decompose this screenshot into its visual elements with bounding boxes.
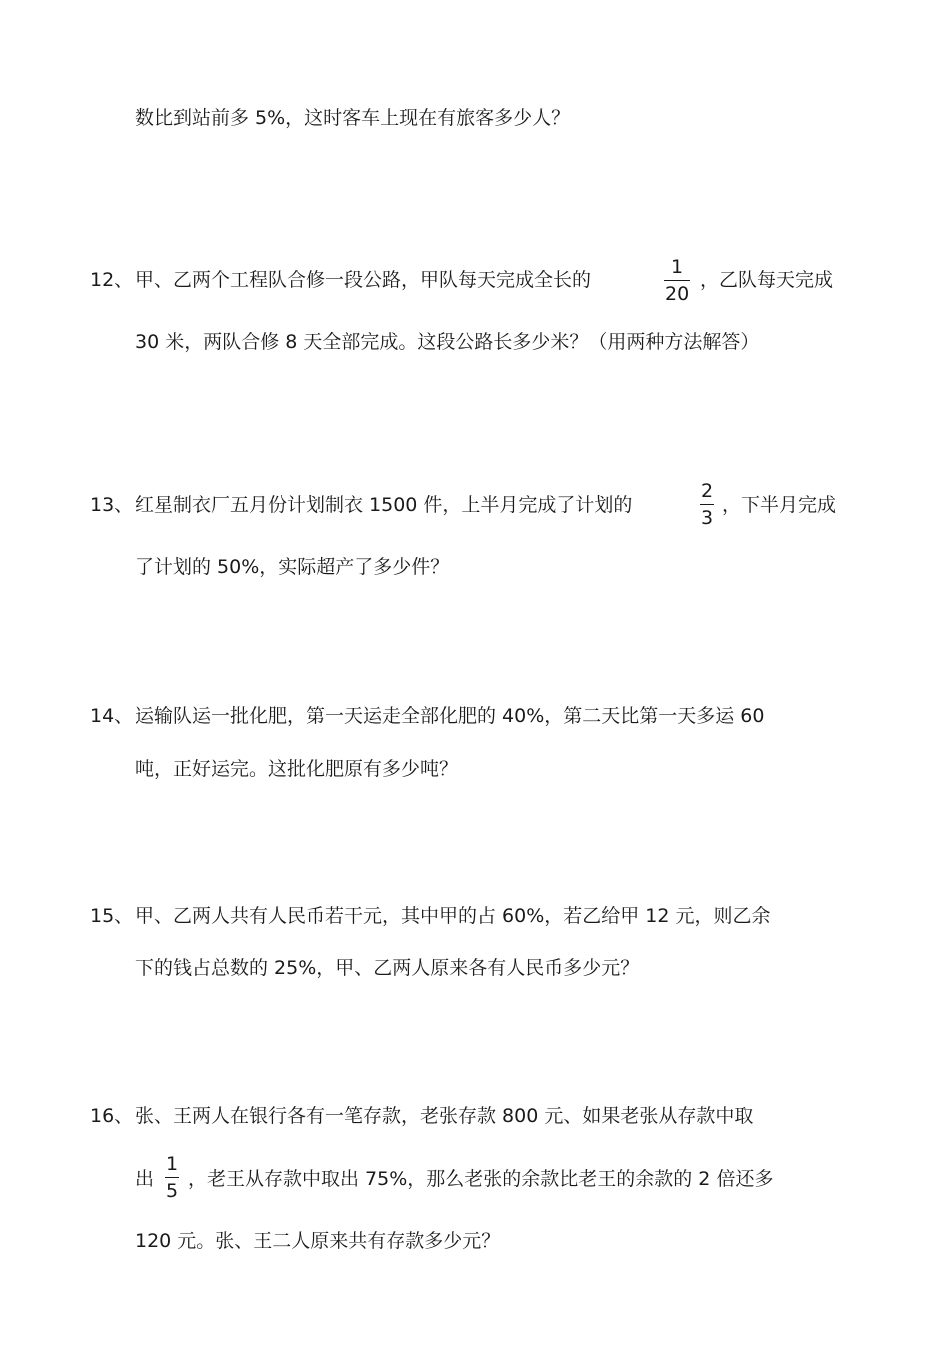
problem-12-line1-part2: ，乙队每天完成 — [700, 269, 834, 291]
problem-16-number: 16、 — [90, 1105, 134, 1127]
problem-14-line2: 吨，正好运完。这批化肥原有多少吨？ — [135, 758, 459, 780]
problem-12-number: 12、 — [90, 269, 134, 291]
problem-16-line2-part2: ，老王从存款中取出 75%，那么老张的余款比老王的余款的 2 倍还多 — [188, 1168, 774, 1190]
problem-15-line1: 甲、乙两人共有人民币若干元，其中甲的占 60%，若乙给甲 12 元，则乙余 — [135, 905, 771, 927]
fraction-numerator: 1 — [671, 256, 684, 278]
problem-16-fraction — [165, 1153, 179, 1202]
problem-13-line1-part1: 红星制衣厂五月份计划制衣 1500 件，上半月完成了计划的 — [135, 494, 633, 516]
fraction-bar — [700, 504, 714, 505]
fraction-denominator: 3 — [701, 507, 714, 529]
problem-13-line1-part2: ，下半月完成 — [722, 494, 837, 516]
problem-16-line2-part1: 出 — [135, 1168, 155, 1190]
fraction-denominator: 5 — [166, 1180, 179, 1202]
problem-12-line1-part1: 甲、乙两个工程队合修一段公路，甲队每天完成全长的 — [135, 269, 592, 291]
fraction-numerator: 2 — [701, 480, 714, 502]
fraction-denominator: 20 — [665, 283, 690, 305]
problem-13-fraction — [700, 480, 714, 529]
problem-12-line2: 30 米，两队合修 8 天全部完成。这段公路长多少米？（用两种方法解答） — [135, 331, 760, 353]
fraction-bar — [664, 280, 690, 281]
problem-14-number: 14、 — [90, 705, 134, 727]
fraction-numerator: 1 — [166, 1153, 179, 1175]
problem-15-number: 15、 — [90, 905, 134, 927]
fraction-bar — [165, 1177, 179, 1178]
problem-16-line3: 120 元。张、王二人原来共有存款多少元？ — [135, 1230, 501, 1252]
problem-15-line2: 下的钱占总数的 25%，甲、乙两人原来各有人民币多少元？ — [135, 957, 640, 979]
problem-16-line1: 张、王两人在银行各有一笔存款，老张存款 800 元、如果老张从存款中取 — [135, 1105, 754, 1127]
problem-14-line1: 运输队运一批化肥，第一天运走全部化肥的 40%，第二天比第一天多运 60 — [135, 705, 765, 727]
problem-11-continuation: 数比到站前多 5%，这时客车上现在有旅客多少人？ — [135, 107, 571, 129]
problem-12-fraction — [664, 256, 690, 305]
problem-13-line2: 了计划的 50%，实际超产了多少件？ — [135, 556, 450, 578]
problem-13-number: 13、 — [90, 494, 134, 516]
